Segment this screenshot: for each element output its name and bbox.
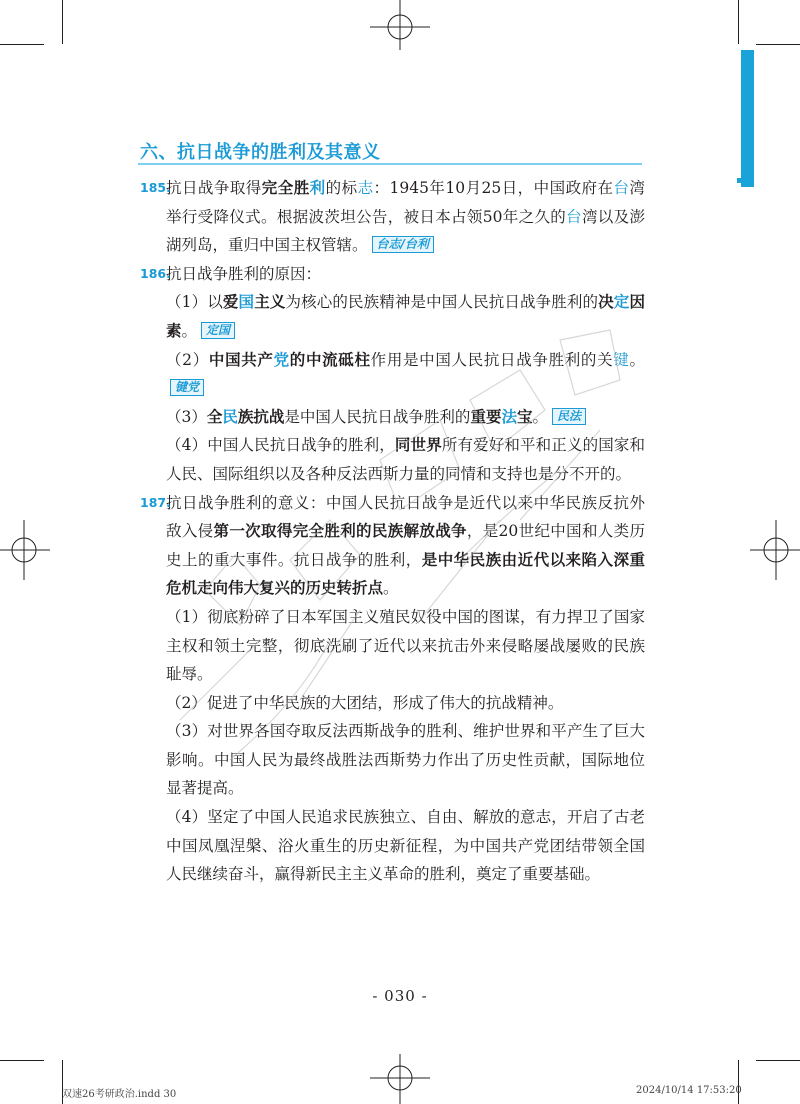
body-text: 作用是中国人民抗日战争胜利的关: [370, 350, 614, 369]
body-text: 。: [629, 350, 645, 369]
numbered-item: [140, 260, 645, 289]
mnemonic-tag: 键党: [170, 379, 204, 396]
body-text: （2）促进了中华民族的大团结，形成了伟大的抗战精神。: [166, 693, 564, 712]
body-text: 湾以及澎湖列岛，重归中国主权管辖。: [166, 207, 645, 255]
content-area: [140, 174, 645, 889]
registration-mark-top: [370, 0, 430, 50]
footer-timestamp: 2024/10/14 17:53:20: [636, 1085, 742, 1096]
body-text: （1）彻底粉碎了日本军国主义殖民奴役中国的图谋，有力捍卫了国家主权和领土完整，彻底洗刷了近代以来抗击外来侵略屡战屡败的民族耻辱。: [166, 607, 645, 684]
registration-mark-right: [750, 520, 800, 580]
body-text: 。: [532, 407, 548, 426]
emphasis-text: 宝: [516, 406, 533, 426]
sub-point: [140, 346, 645, 403]
emphasis-text: 是中华民族由近代以来陷入深重危机走向伟大复兴的历史转折点: [166, 549, 645, 598]
highlight-char: 键: [613, 350, 630, 369]
body-text: ，是20世纪中国和人类历史上的重大事件。抗日战争的胜利，: [166, 522, 645, 569]
sub-point: [140, 431, 645, 488]
emphasis-text: 完全胜: [261, 178, 310, 197]
highlight-char: 党: [273, 349, 290, 369]
item-number: 185.: [140, 180, 171, 195]
body-text: （1）以: [166, 293, 223, 312]
emphasis-text: 全: [206, 406, 223, 426]
emphasis-text: 重要: [470, 406, 502, 426]
sub-point: [140, 403, 645, 432]
item-number: 187.: [140, 494, 171, 510]
sub-point: [140, 803, 645, 889]
body-text: 所有爱好和平和正义的国家和人民、国际组织以及各种反法西斯力量的同情和支持也是分不开的。: [166, 436, 645, 483]
mnemonic-tag: 台志/台利: [372, 236, 434, 253]
body-text: （4）坚定了中国人民追求民族独立、自由、解放的意志，开启了古老中国凤凰涅槃、浴火重生的历史新征程，为中国共产党团结带领全国人民继续奋斗，赢得新民主主义革命的胜利，奠定了重要基础。: [166, 808, 645, 884]
body-text: （3）对世界各国夺取反法西斯战争的胜利、维护世界和平产生了巨大影响。中国人民为最终战胜法西斯势力作出了历史性贡献，国际地位显著提高。: [166, 722, 645, 798]
registration-mark-bottom: [370, 1054, 430, 1104]
section-title: 六、抗日战争的胜利及其意义: [140, 142, 381, 163]
sub-point: [140, 717, 645, 803]
highlight-char: 民: [222, 406, 238, 426]
emphasis-text: 主义: [254, 292, 286, 312]
body-text: 湾举行受降仪式。根据波茨坦公告，被日本占领50年之久的: [166, 179, 645, 226]
highlight-char: 台: [613, 179, 630, 197]
body-text: 抗日战争取得: [166, 179, 262, 197]
emphasis-text: 决: [598, 292, 614, 312]
body-text: 抗日战争胜利的意义：中国人民抗日战争是近代以来中华民族反抗外敌入侵: [166, 493, 645, 541]
sub-point: [140, 288, 645, 345]
section-divider: [138, 163, 642, 165]
body-text: 的标: [325, 179, 358, 197]
body-text: 。: [181, 321, 198, 340]
body-text: ：1945年10月25日，中国政府在: [373, 179, 614, 197]
registration-mark-left: [0, 520, 50, 580]
sub-point: [140, 689, 645, 718]
highlight-char: 利: [309, 178, 326, 197]
numbered-item: [140, 174, 645, 260]
emphasis-text: 中国共产: [208, 349, 274, 369]
body-text: （3）: [166, 407, 207, 426]
mnemonic-tag: 定国: [201, 322, 235, 339]
emphasis-text: 第一次取得完全胜利的民族解放战争: [213, 521, 467, 541]
chapter-thumb-notch: [737, 178, 743, 183]
emphasis-text: 的中流砥柱: [289, 349, 371, 369]
body-text: 是中国人民抗日战争胜利的: [284, 407, 471, 426]
numbered-item: [140, 489, 645, 603]
mnemonic-tag: 民法: [552, 408, 586, 425]
emphasis-text: 同世界: [394, 435, 442, 455]
body-text: （4）中国人民抗日战争的胜利，: [166, 436, 395, 455]
highlight-char: 国: [238, 292, 255, 312]
body-text: 抗日战争胜利的原因：: [166, 264, 322, 283]
emphasis-text: 族抗战: [237, 406, 285, 426]
highlight-char: 台: [566, 207, 582, 226]
sub-point: [140, 603, 645, 689]
body-text: （2）: [166, 350, 209, 369]
highlight-char: 志: [357, 179, 374, 197]
page-number: - 030 -: [372, 987, 428, 1005]
chapter-thumb-tab: [741, 50, 754, 187]
body-text: 为核心的民族精神是中国人民抗日战争胜利的: [285, 293, 599, 312]
footer-file-name: 双速26考研政治.indd 30: [62, 1089, 177, 1100]
emphasis-text: 因素: [166, 292, 645, 340]
item-number: 186.: [140, 265, 171, 281]
emphasis-text: 爱: [222, 292, 239, 312]
highlight-char: 法: [501, 406, 517, 426]
highlight-char: 定: [613, 292, 630, 312]
body-text: 。: [383, 579, 399, 598]
